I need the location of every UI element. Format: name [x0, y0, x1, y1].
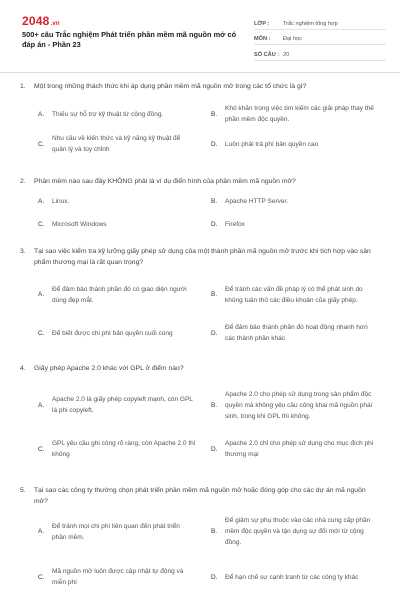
option-letter: B. [211, 197, 218, 205]
question-text: Tại sao các công ty thường chọn phát triển phần mềm mã nguồn mở hoặc đóng góp cho các dự án mã nguồn mở? [34, 487, 366, 505]
question-stem [20, 485, 380, 507]
option-a[interactable] [38, 195, 196, 207]
option-text: Khó khăn trong việc tìm kiếm các giải pháp thay thế phần mềm độc quyền. [225, 105, 374, 123]
option-letter: A. [38, 401, 45, 409]
question-number: 5. [20, 487, 26, 494]
option-letter: B. [211, 291, 218, 298]
option-c[interactable] [38, 133, 196, 155]
question-text: Giấy phép Apache 2.0 khác với GPL ở điểm nào? [34, 365, 184, 372]
logo-text: 2048 [22, 14, 50, 28]
question-number: 2. [20, 178, 26, 185]
option-text: Để giảm sự phụ thuộc vào các nhà cung cấp phần mềm độc quyền và tận dụng sự đổi mới từ cộng đồng. [225, 517, 371, 546]
meta-label-class: LỚP : [254, 20, 270, 27]
question-stem [20, 246, 380, 268]
meta-value-class: Trắc nghiệm tổng hợp [283, 20, 338, 27]
option-a[interactable] [38, 278, 196, 311]
option-d[interactable] [211, 322, 375, 344]
option-a[interactable] [38, 103, 196, 125]
option-letter: C. [38, 573, 45, 581]
option-letter: B. [211, 401, 218, 409]
question-stem [20, 176, 380, 187]
meta-value-count: 20 [283, 51, 290, 58]
option-b[interactable] [211, 278, 375, 311]
option-letter: D. [211, 220, 218, 228]
option-letter: A. [38, 197, 45, 205]
option-letter: A. [38, 291, 45, 298]
option-letter: C. [38, 140, 45, 148]
page-header [0, 0, 400, 70]
option-d[interactable] [211, 133, 375, 155]
meta-label-subject: MÔN : [254, 36, 271, 42]
option-b[interactable] [211, 383, 375, 427]
meta-row-count [254, 45, 386, 61]
option-text: Luôn phải trả phí bản quyền cao [225, 140, 319, 148]
option-text: Để tránh mọi chi phí liên quan đến phát triển phần mềm. [52, 522, 180, 541]
meta-value-subject: Đại học [283, 36, 302, 42]
option-text: Để tránh các vấn đề pháp lý có thể phát sinh do không tuân thủ các điều khoản của giấy phép. [225, 285, 363, 304]
option-text: Apache 2.0 cho phép sử dụng trong sản phẩm độc quyền mà không yêu cầu công khai mã nguồn phái sinh, trong khi GPL thì không. [225, 390, 373, 420]
option-text: Thiếu sự hỗ trợ kỹ thuật từ cộng đồng. [52, 110, 164, 118]
question-number: 4. [20, 365, 26, 372]
option-text: Nhu cầu về kiến thức và kỹ năng kỹ thuật để quản lý và tùy chỉnh [52, 135, 181, 153]
option-b[interactable] [211, 515, 375, 548]
option-c[interactable] [38, 322, 196, 344]
document-meta [254, 14, 386, 61]
option-text: Firefox [225, 220, 245, 228]
option-text: Để biết được chi phí bản quyền cuối cùng [52, 329, 173, 337]
option-text: Microsoft Windows [52, 220, 107, 228]
option-text: GPL yêu cầu ghi công rõ ràng, còn Apache 2.0 thì không [52, 440, 196, 458]
option-a[interactable] [38, 515, 196, 548]
question-stem [20, 363, 380, 374]
option-letter: A. [38, 528, 45, 535]
option-d[interactable] [211, 438, 375, 460]
option-text: Để đảm bảo thành phần đó hoạt động nhanh hơn các thành phần khác [225, 324, 368, 342]
option-c[interactable] [38, 438, 196, 460]
option-letter: D. [211, 329, 218, 337]
document-title: 500+ câu Trắc nghiệm Phát triển phần mềm mã nguồn mở có đáp án - Phần 23 [22, 30, 237, 49]
site-logo[interactable] [22, 14, 60, 28]
option-letter: B. [211, 528, 218, 535]
question-number: 3. [20, 248, 26, 255]
question-number: 1. [20, 83, 26, 90]
option-text: Apache 2.0 chỉ cho phép sử dụng cho mục đích phi thương mại [225, 440, 374, 458]
option-letter: B. [211, 110, 218, 118]
question-stem [20, 81, 380, 92]
option-b[interactable] [211, 195, 375, 207]
option-text: Mã nguồn mở luôn được cập nhật tự động và miễn phí [52, 568, 184, 586]
option-letter: D. [211, 140, 218, 148]
question-text: Một trong những thách thức khi áp dụng phần mềm mã nguồn mở trong các tổ chức là gì? [34, 83, 307, 90]
option-letter: D. [211, 573, 218, 581]
option-d[interactable] [211, 218, 375, 230]
option-letter: D. [211, 445, 218, 453]
option-a[interactable] [38, 383, 196, 427]
meta-row-class [254, 14, 386, 30]
option-letter: C. [38, 220, 45, 228]
option-c[interactable] [38, 566, 196, 588]
logo-suffix: .vn [50, 21, 60, 27]
option-text: Apache 2.0 là giấy phép copyleft mạnh, còn GPL là phi copyleft. [52, 396, 193, 414]
option-text: Linux. [52, 197, 70, 205]
meta-label-count: SỐ CÂU : [254, 51, 280, 58]
question-text: Phần mềm nào sau đây KHÔNG phải là ví dụ điển hình của phần mềm mã nguồn mở? [34, 178, 296, 185]
question-text: Tại sao việc kiểm tra kỹ lưỡng giấy phép sử dụng của một thành phần mã nguồn mở trước khi tích hợp vào sản phẩm thương mại là rất quan trọng? [34, 248, 371, 266]
option-c[interactable] [38, 218, 196, 230]
option-d[interactable] [211, 566, 375, 588]
option-text: Để hạn chế sự cạnh tranh từ các công ty khác [225, 573, 359, 581]
option-letter: C. [38, 329, 45, 337]
option-letter: C. [38, 445, 45, 453]
question-list [0, 73, 400, 600]
option-text: Để đảm bảo thành phần đó có giao diện người dùng đẹp mắt. [52, 285, 187, 304]
meta-row-subject [254, 30, 386, 46]
option-text: Apache HTTP Server. [225, 197, 289, 205]
option-b[interactable] [211, 103, 375, 125]
option-letter: A. [38, 110, 45, 118]
